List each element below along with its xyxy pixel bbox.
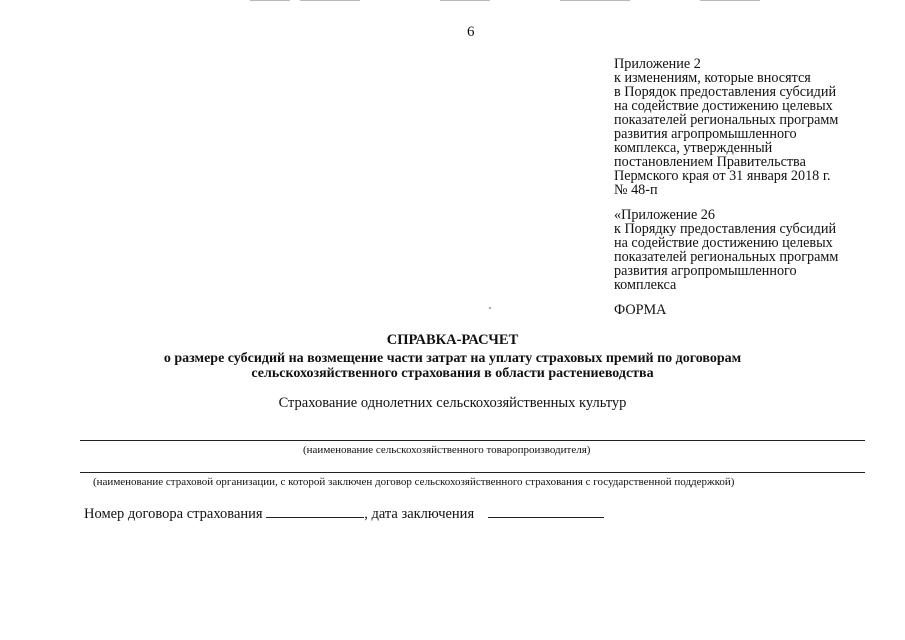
annex-header-line: к изменениям, которые вносятся [614,70,811,86]
annex-header-line: в Порядок предоставления субсидий [614,84,837,100]
annex-header-block [614,57,874,197]
annex-quote-line: развития агропромышленного [614,263,797,279]
contract-row [84,505,604,523]
page-number: 6 [467,24,475,40]
scan-artifact-line [440,0,490,1]
form-label: ФОРМА [614,302,667,318]
contract-date-field[interactable] [488,505,604,518]
annex-header-line: комплекса, утвержденный [614,140,773,156]
annex-quote-line: комплекса [614,277,677,293]
annex-header-line: показателей региональных программ [614,112,839,128]
annex-quote-line: к Порядку предоставления субсидий [614,221,837,237]
contract-number-label: Номер договора страхования [84,506,263,522]
document-title: СПРАВКА-РАСЧЕТ [386,332,519,348]
annex-header-line: постановлением Правительства [614,154,806,170]
annex-quote-block [614,208,874,292]
producer-name-line[interactable] [80,440,865,441]
subtitle-line: сельскохозяйственного страхования в области растениеводства [251,366,654,381]
document-subtitle [0,351,905,381]
contract-number-field[interactable] [266,505,364,518]
producer-caption: (наименование сельскохозяйственного товаропроизводителя) [303,444,591,456]
contract-date-label: , дата заключения [364,506,475,522]
annex-quote-line: на содействие достижению целевых [614,235,833,251]
scan-artifact-line [300,0,360,1]
insurer-caption: (наименование страховой организации, с которой заключен договор сельскохозяйственного страхования с государственной поддержкой) [93,476,735,488]
scan-artifact-line [250,0,290,1]
annex-header-line: Пермского края от 31 января 2018 г. [614,168,831,184]
annex-header-line: на содействие достижению целевых [614,98,833,114]
annex-header-line: Приложение 2 [614,56,701,72]
scan-speck [489,307,491,309]
annex-quote-line: показателей региональных программ [614,249,839,265]
subtitle-line: о размере субсидий на возмещение части затрат на уплату страховых премий по договорам [163,351,742,366]
insurance-type: Страхование однолетних сельскохозяйственных культур [278,395,627,411]
annex-header-line: № 48-п [614,182,658,198]
insurer-name-line[interactable] [80,472,865,473]
scan-artifact-line [700,0,760,1]
scan-artifact-line [560,0,630,1]
annex-header-line: развития агропромышленного [614,126,797,142]
annex-quote-line: «Приложение 26 [614,207,715,223]
